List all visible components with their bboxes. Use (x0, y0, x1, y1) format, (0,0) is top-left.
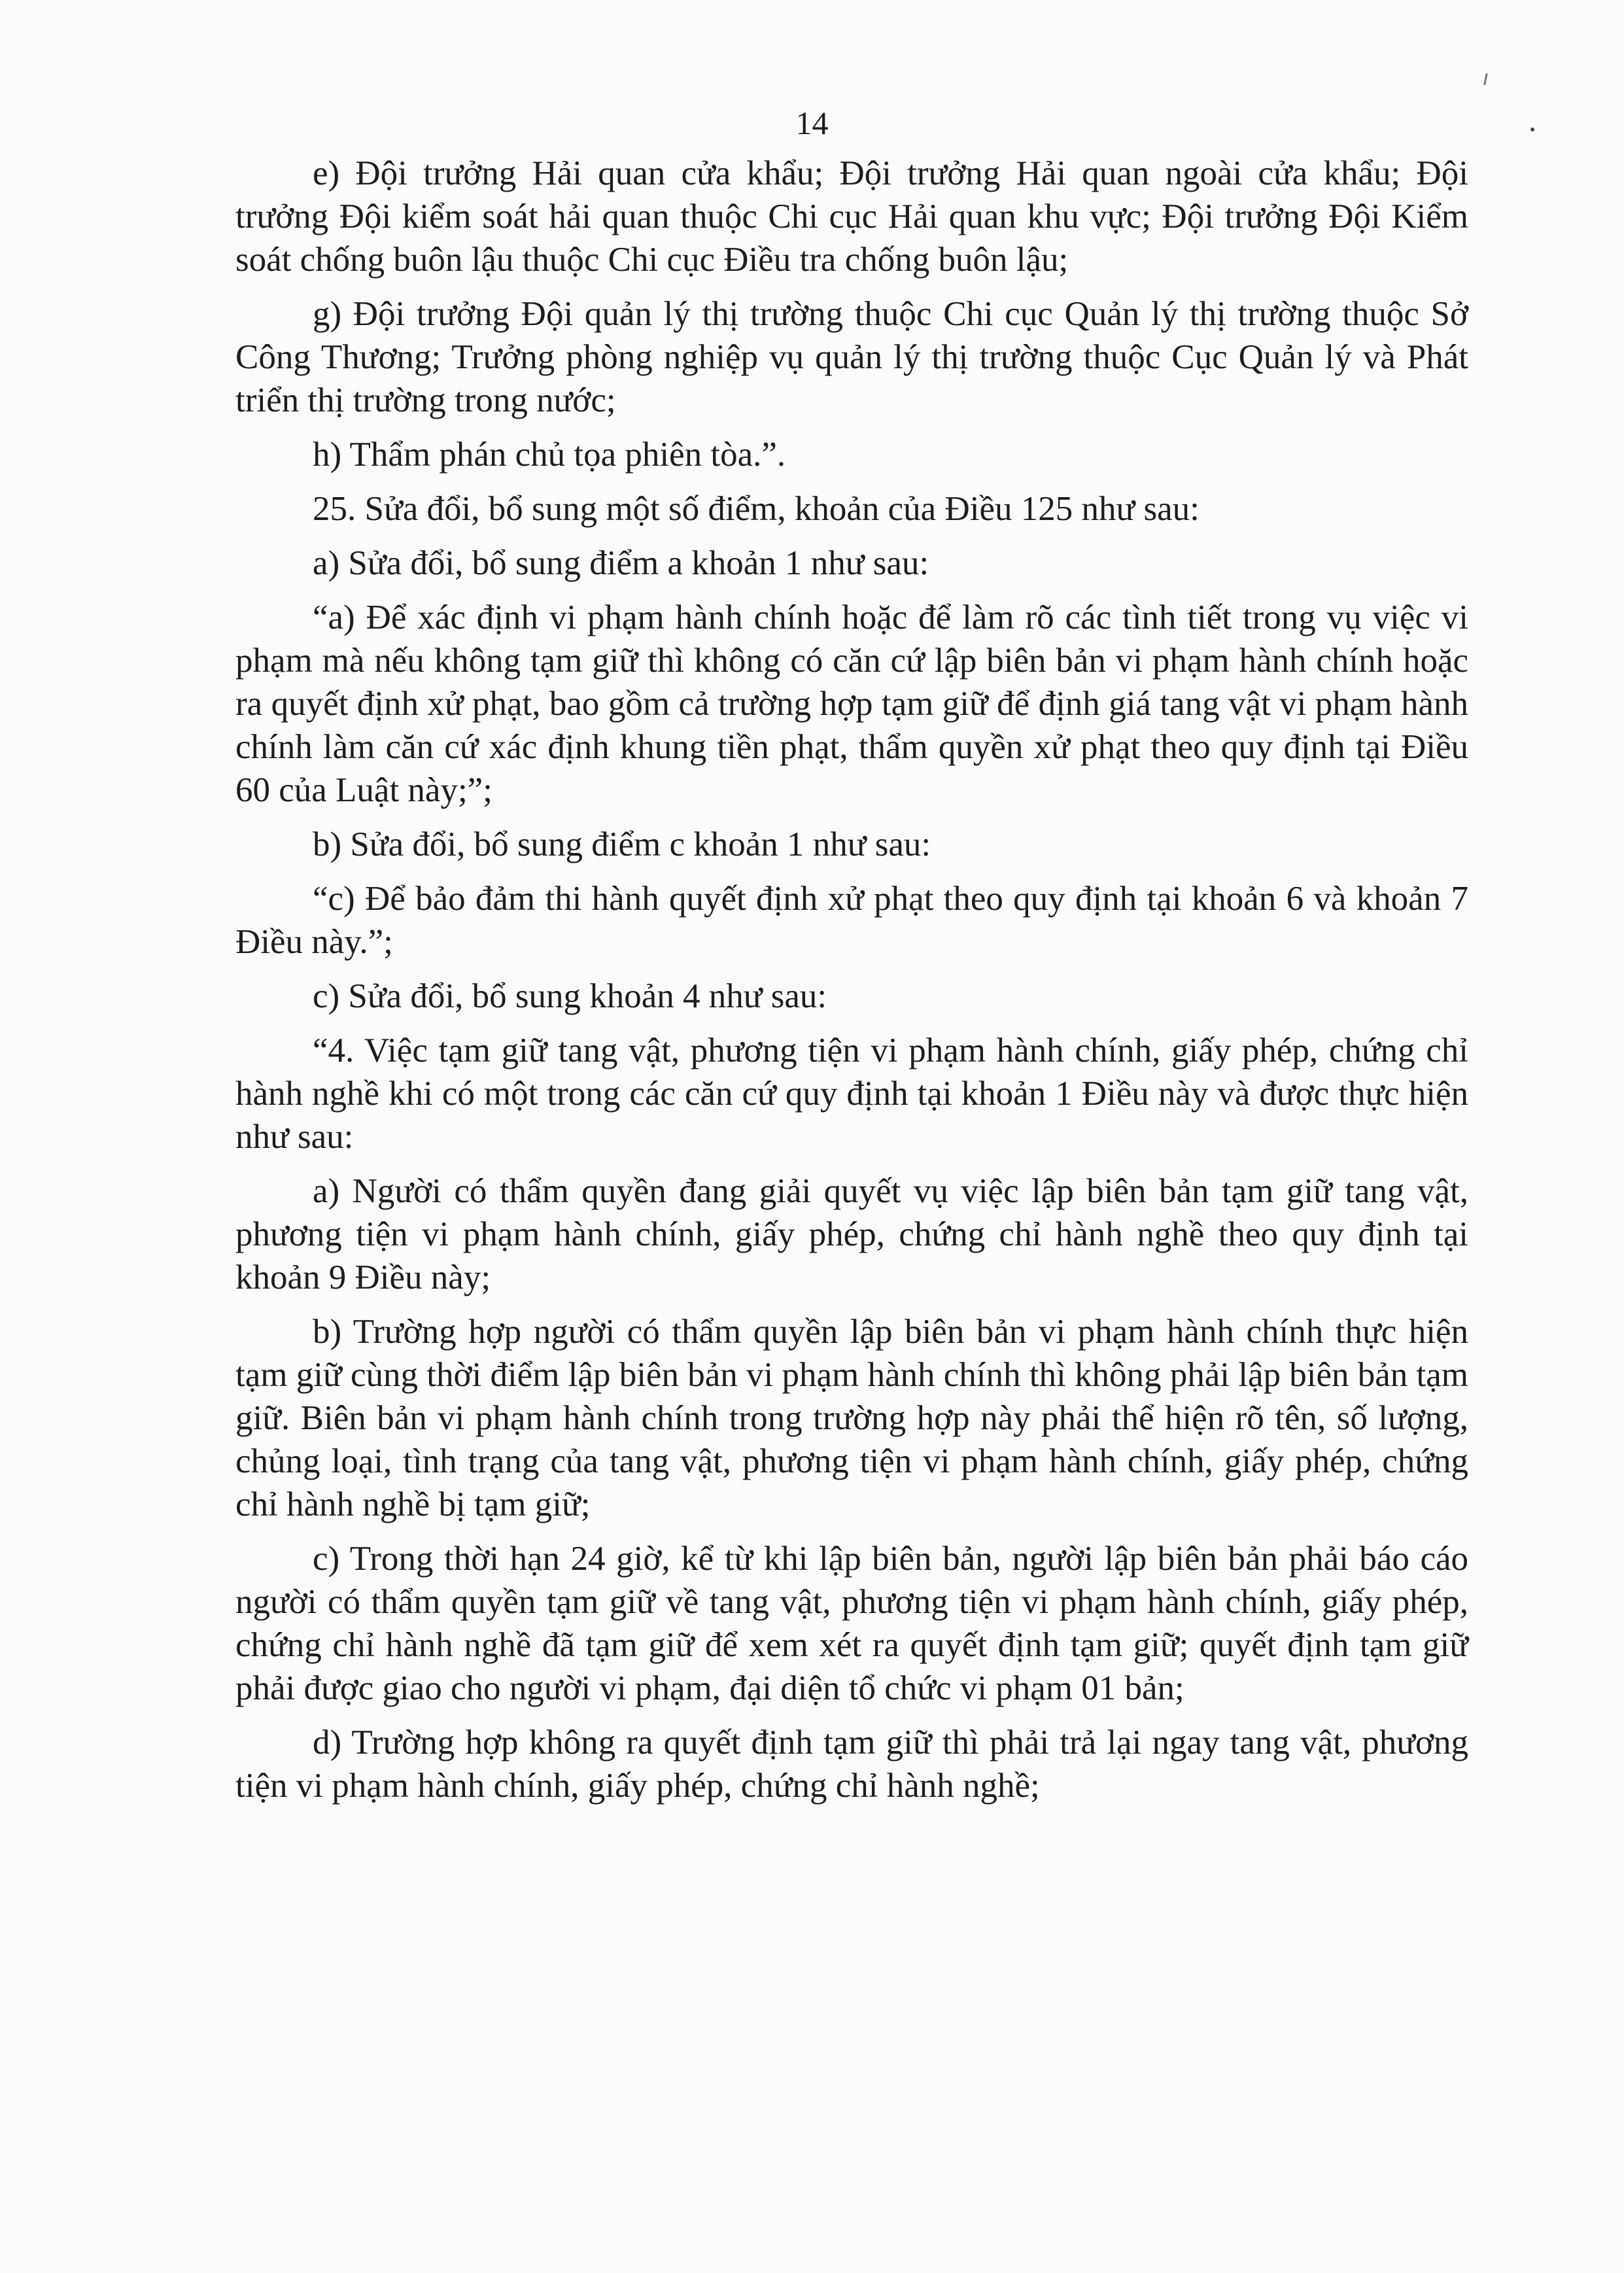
paragraph-clause-4: “4. Việc tạm giữ tang vật, phương tiện vi phạm hành chính, giấy phép, chứng chỉ hành nghề khi có một trong các căn cứ quy định tại khoản 1 Điều này và được thực hiện như sau: (235, 1032, 1468, 1156)
paragraph-clause-4d: d) Trường hợp không ra quyết định tạm giữ thì phải trả lại ngay tang vật, phương tiện vi phạm hành chính, giấy phép, chứng chỉ hành nghề; (235, 1724, 1468, 1805)
paragraph-25b-intro: b) Sửa đổi, bổ sung điểm c khoản 1 như sau: (313, 825, 931, 863)
paragraph-h: h) Thẩm phán chủ tọa phiên tòa.”. (313, 436, 786, 474)
paragraph-clause-4b: b) Trường hợp người có thẩm quyền lập biên bản vi phạm hành chính thực hiện tạm giữ cùng thời điểm lập biên bản vi phạm hành chính thì không phải lập biên bản tạm giữ. Biên bản vi phạm hành chính trong trường hợp này phải thể hiện rõ tên, số lượng, chủng loại, tình trạng của tang vật, phương tiện vi phạm hành chính, giấy phép, chứng chỉ hành nghề bị tạm giữ; (235, 1313, 1468, 1523)
paragraph-25a-intro: a) Sửa đổi, bổ sung điểm a khoản 1 như sau: (313, 544, 929, 582)
document-body (235, 152, 1468, 1818)
scan-mark (1483, 73, 1488, 85)
paragraph-clause-4c: c) Trong thời hạn 24 giờ, kể từ khi lập biên bản, người lập biên bản phải báo cáo người có thẩm quyền tạm giữ về tang vật, phương tiện vi phạm hành chính, giấy phép, chứng chỉ hành nghề đã tạm giữ để xem xét ra quyết định tạm giữ; quyết định tạm giữ phải được giao cho người vi phạm, đại diện tổ chức vi phạm 01 bản; (235, 1540, 1468, 1707)
paragraph-e: e) Đội trưởng Hải quan cửa khẩu; Đội trưởng Hải quan ngoài cửa khẩu; Đội trưởng Đội kiểm soát hải quan thuộc Chi cục Hải quan khu vực; Đội trưởng Đội Kiểm soát chống buôn lậu thuộc Chi cục Điều tra chống buôn lậu; (235, 154, 1468, 279)
paragraph-g: g) Đội trưởng Đội quản lý thị trường thuộc Chi cục Quản lý thị trường thuộc Sở Công Thương; Trưởng phòng nghiệp vụ quản lý thị trường thuộc Cục Quản lý và Phát triển thị trường trong nước; (235, 295, 1468, 419)
paragraph-25b-text: “c) Để bảo đảm thi hành quyết định xử phạt theo quy định tại khoản 6 và khoản 7 Điều này.”; (235, 880, 1468, 961)
paragraph-25-heading: 25. Sửa đổi, bổ sung một số điểm, khoản của Điều 125 như sau: (313, 490, 1200, 528)
paragraph-25a-text: “a) Để xác định vi phạm hành chính hoặc để làm rõ các tình tiết trong vụ việc vi phạm mà nếu không tạm giữ thì không có căn cứ lập biên bản vi phạm hành chính hoặc ra quyết định xử phạt, bao gồm cả trường hợp tạm giữ để định giá tang vật vi phạm hành chính làm căn cứ xác định khung tiền phạt, thẩm quyền xử phạt theo quy định tại Điều 60 của Luật này;”; (235, 599, 1468, 809)
page-number: 14 (795, 105, 829, 141)
paragraph-clause-4a: a) Người có thẩm quyền đang giải quyết vụ việc lập biên bản tạm giữ tang vật, phương tiện vi phạm hành chính, giấy phép, chứng chỉ hành nghề theo quy định tại khoản 9 Điều này; (235, 1172, 1468, 1296)
paragraph-25c-intro: c) Sửa đổi, bổ sung khoản 4 như sau: (313, 977, 827, 1015)
